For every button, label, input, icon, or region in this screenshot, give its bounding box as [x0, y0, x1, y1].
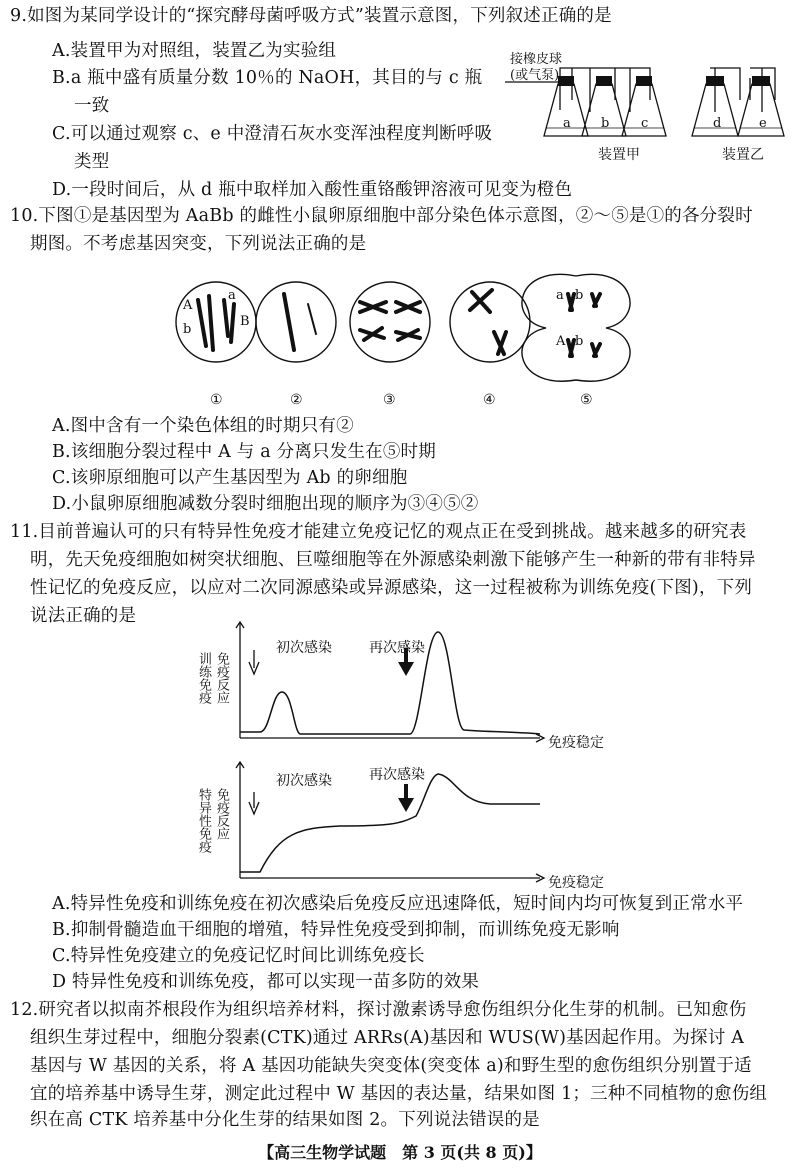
q11-fig2-again-label: 再次感染	[369, 767, 425, 783]
q10-cell5-gene-a: a	[556, 288, 564, 303]
q9-device-yi-label: 装置乙	[722, 147, 764, 163]
q9-pump-label2: (或气泵)	[510, 68, 560, 83]
q10-label-2: ②	[290, 392, 303, 408]
q11-fig2-xlabel: 免疫稳定	[548, 875, 604, 891]
q10-gene-b: b	[183, 322, 192, 337]
q11-stem-line4: 说法正确的是	[30, 606, 137, 626]
q10-label-4: ④	[483, 392, 496, 408]
q11-fig2-first-label: 初次感染	[276, 773, 332, 789]
q10-label-1: ①	[210, 392, 223, 408]
q11-option-a: A.特异性免疫和训练免疫在初次感染后免疫反应迅速降低，短时间内均可恢复到正常水平	[52, 894, 744, 914]
q10-option-c: C.该卵原细胞可以产生基因型为 Ab 的卵细胞	[52, 468, 408, 488]
q11-stem-line3: 性记忆的免疫反应，以应对二次同源感染或异源感染，这一过程被称为训练免疫(下图)，下列	[30, 578, 753, 598]
q10-label-3: ③	[383, 392, 396, 408]
q9-flask-e-label: e	[759, 116, 767, 131]
q10-gene-A: A	[183, 298, 193, 313]
q11-fig1-again-label: 再次感染	[369, 640, 425, 656]
reinfection-arrow	[398, 784, 414, 812]
q9-option-a: A.装置甲为对照组，装置乙为实验组	[52, 41, 337, 61]
q12-stem-line3: 基因与 W 基因的关系，将 A 基因功能缺失突变体(突变体 a)和野生型的愈伤组织分别置于适	[30, 1056, 752, 1076]
q11-stem-line2: 明，先天免疫细胞如树突状细胞、巨噬细胞等在外源感染刺激下能够产生一种新的带有非特异	[30, 550, 756, 570]
q10-cell5-gene-b: b	[575, 288, 584, 303]
first-infection-arrow	[249, 650, 259, 674]
q11-fig1-ylabel2: 免疫反应	[214, 652, 229, 704]
q11-fig1-ylabel1: 训练免疫	[196, 652, 211, 704]
q9-option-b: B.a 瓶中盛有质量分数 10％的 NaOH，其目的与 c 瓶	[52, 68, 483, 88]
q10-stem-line2: 期图。不考虑基因突变，下列说法正确的是	[30, 234, 367, 254]
q9-option-c: C.可以通过观察 c、e 中澄清石灰水变浑浊程度判断呼吸	[52, 124, 493, 144]
q10-option-d: D.小鼠卵原细胞减数分裂时细胞出现的顺序为③④⑤②	[52, 494, 479, 514]
q10-cell5-gene-b2: b	[575, 334, 584, 349]
q12-stem-line2: 组织生芽过程中，细胞分裂素(CTK)通过 ARRs(A)基因和 WUS(W)基因起作用。为探讨 A	[30, 1028, 745, 1048]
q11-fig2-ylabel1: 特异性免疫	[196, 788, 211, 853]
q10-gene-B: B	[240, 314, 250, 329]
q11-option-b: B.抑制骨髓造血干细胞的增殖，特异性免疫受到抑制，而训练免疫无影响	[52, 920, 620, 940]
q11-fig2-ylabel2: 免疫反应	[214, 788, 229, 840]
q9-stem: 9.如图为某同学设计的“探究酵母菌呼吸方式”装置示意图，下列叙述正确的是	[10, 6, 612, 26]
q9-option-d: D.一段时间后，从 d 瓶中取样加入酸性重铬酸钾溶液可见变为橙色	[52, 180, 573, 200]
q10-cell5-gene-A: A	[556, 334, 566, 349]
q9-flask-c-label: c	[641, 116, 649, 131]
q11-fig1-xlabel: 免疫稳定	[548, 735, 604, 751]
q10-option-b: B.该细胞分裂过程中 A 与 a 分离只发生在⑤时期	[52, 442, 436, 462]
q9-flask-a-label: a	[563, 116, 571, 131]
q11-option-d: D 特异性免疫和训练免疫，都可以实现一苗多防的效果	[52, 972, 480, 992]
page-footer: 【高三生物学试题 第 3 页(共 8 页)】	[258, 1143, 542, 1162]
q9-option-b-cont: 一致	[74, 96, 110, 116]
q11-option-c: C.特异性免疫建立的免疫记忆时间比训练免疫长	[52, 946, 425, 966]
first-infection-arrow	[249, 792, 259, 814]
q10-label-5: ⑤	[580, 392, 593, 408]
q9-option-c-cont: 类型	[74, 152, 110, 172]
q10-gene-a: a	[228, 288, 236, 303]
q9-pump-label1: 接橡皮球	[510, 52, 563, 67]
q12-stem-line5: 织在高 CTK 培养基中分化生芽的结果如图 2。下列说法错误的是	[30, 1110, 540, 1130]
q11-fig1-first-label: 初次感染	[276, 640, 332, 656]
cell-3	[350, 282, 430, 362]
q10-stem-line1: 10.下图①是基因型为 AaBb 的雌性小鼠卵原细胞中部分染色体示意图，②～⑤是①的各分裂时	[10, 206, 753, 226]
q12-stem-line4: 宜的培养基中诱导生芽，测定此过程中 W 基因的表达量，结果如图 1；三种不同植物的愈伤组	[30, 1084, 768, 1104]
q10-option-a: A.图中含有一个染色体组的时期只有②	[52, 416, 354, 436]
q11-stem-line1: 11.目前普遍认可的只有特异性免疫才能建立免疫记忆的观点正在受到挑战。越来越多的研究表	[10, 522, 747, 542]
q9-flask-b-label: b	[601, 116, 610, 131]
q10-cell-figures	[176, 270, 636, 390]
q9-flask-d-label: d	[713, 116, 722, 131]
q9-device-jia-label: 装置甲	[598, 147, 640, 163]
q12-stem-line1: 12.研究者以拟南芥根段作为组织培养材料，探讨激素诱导愈伤组织分化生芽的机制。已知愈伤	[10, 1000, 747, 1020]
